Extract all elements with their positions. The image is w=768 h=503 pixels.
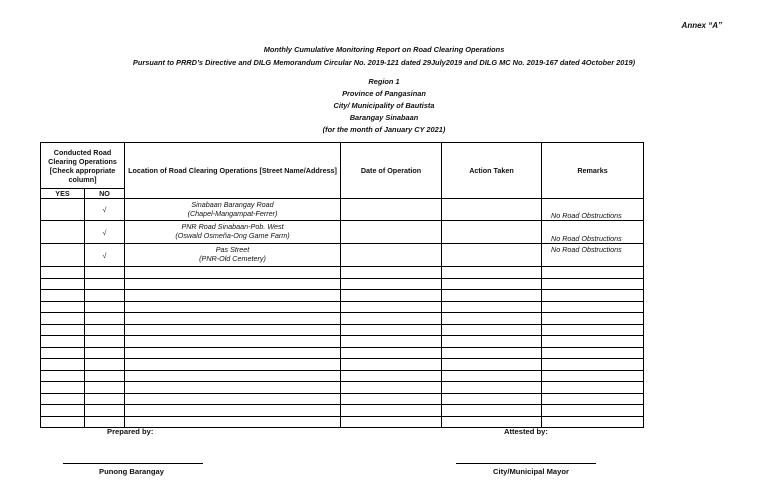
cell-remarks: No Road Obstructions <box>542 221 644 244</box>
header-remarks: Remarks <box>542 143 644 199</box>
check-mark-icon: √ <box>85 199 125 221</box>
city-line: City/ Municipality of Bautista <box>333 101 435 110</box>
attested-signature-line <box>456 463 596 464</box>
table-row <box>41 382 644 394</box>
table-row <box>41 405 644 417</box>
table-row <box>41 290 644 302</box>
cell-yes <box>41 244 85 267</box>
table-row <box>41 313 644 325</box>
mayor-label: City/Municipal Mayor <box>493 467 569 476</box>
table-row <box>41 393 644 405</box>
header-date: Date of Operation <box>341 143 442 199</box>
location-street: Sinabaan Barangay Road <box>191 199 274 209</box>
cell-date <box>341 199 442 221</box>
location-street: Pas Street <box>215 245 250 255</box>
location-detail: (Oswald Osmeña-Ong Game Farm) <box>175 231 290 240</box>
cell-location <box>125 199 341 221</box>
table-body <box>41 199 644 428</box>
header-conducted: Conducted Road Clearing Operations [Check appropriate column] <box>41 143 125 189</box>
cell-yes <box>41 221 85 244</box>
table-row <box>41 416 644 428</box>
cell-date <box>341 244 442 267</box>
cell-location <box>125 221 341 244</box>
region-line: Region 1 <box>368 77 400 86</box>
header-no: NO <box>85 189 125 199</box>
cell-remarks: No Road Obstructions <box>542 244 644 267</box>
table-row <box>41 324 644 336</box>
table-row <box>41 278 644 290</box>
check-mark-icon: √ <box>85 221 125 244</box>
report-title: Monthly Cumulative Monitoring Report on Road Clearing Operations <box>263 45 505 54</box>
cell-yes <box>41 199 85 221</box>
province-line: Province of Pangasinan <box>342 89 426 98</box>
location-detail: (PNR-Old Cemetery) <box>199 254 266 263</box>
report-subtitle: Pursuant to PRRD’s Directive and DILG Memorandum Circular No. 2019-121 dated 29July2019 and DILG MC No. 2019-167 dated 4October 2019) <box>132 58 636 67</box>
annex-label: Annex “A” <box>681 21 722 30</box>
table-row <box>41 199 644 221</box>
header-action: Action Taken <box>442 143 542 199</box>
check-mark-icon: √ <box>85 244 125 267</box>
table-row <box>41 221 644 244</box>
table-row <box>41 347 644 359</box>
prepared-signature-line <box>63 463 203 464</box>
location-street: PNR Road Sinabaan-Pob. West <box>181 222 284 232</box>
cell-action <box>442 221 542 244</box>
header-location: Location of Road Clearing Operations [Street Name/Address] <box>125 143 341 199</box>
cell-location <box>125 244 341 267</box>
table-row <box>41 244 644 267</box>
cell-action <box>442 244 542 267</box>
table-row <box>41 267 644 279</box>
cell-date <box>341 221 442 244</box>
operations-table <box>40 142 644 428</box>
punong-barangay-label: Punong Barangay <box>99 467 164 476</box>
header-yes: YES <box>41 189 85 199</box>
prepared-by-label: Prepared by: <box>107 427 154 436</box>
location-detail: (Chapel-Mangampat-Ferrer) <box>187 208 278 218</box>
table-row <box>41 301 644 313</box>
table-row <box>41 370 644 382</box>
table-row <box>41 359 644 371</box>
period-line: (for the month of January CY 2021) <box>322 125 446 134</box>
cell-remarks: No Road Obstructions <box>542 199 644 221</box>
attested-by-label: Attested by: <box>504 427 548 436</box>
cell-action <box>442 199 542 221</box>
table-row <box>41 336 644 348</box>
barangay-line: Barangay Sinabaan <box>349 113 419 122</box>
